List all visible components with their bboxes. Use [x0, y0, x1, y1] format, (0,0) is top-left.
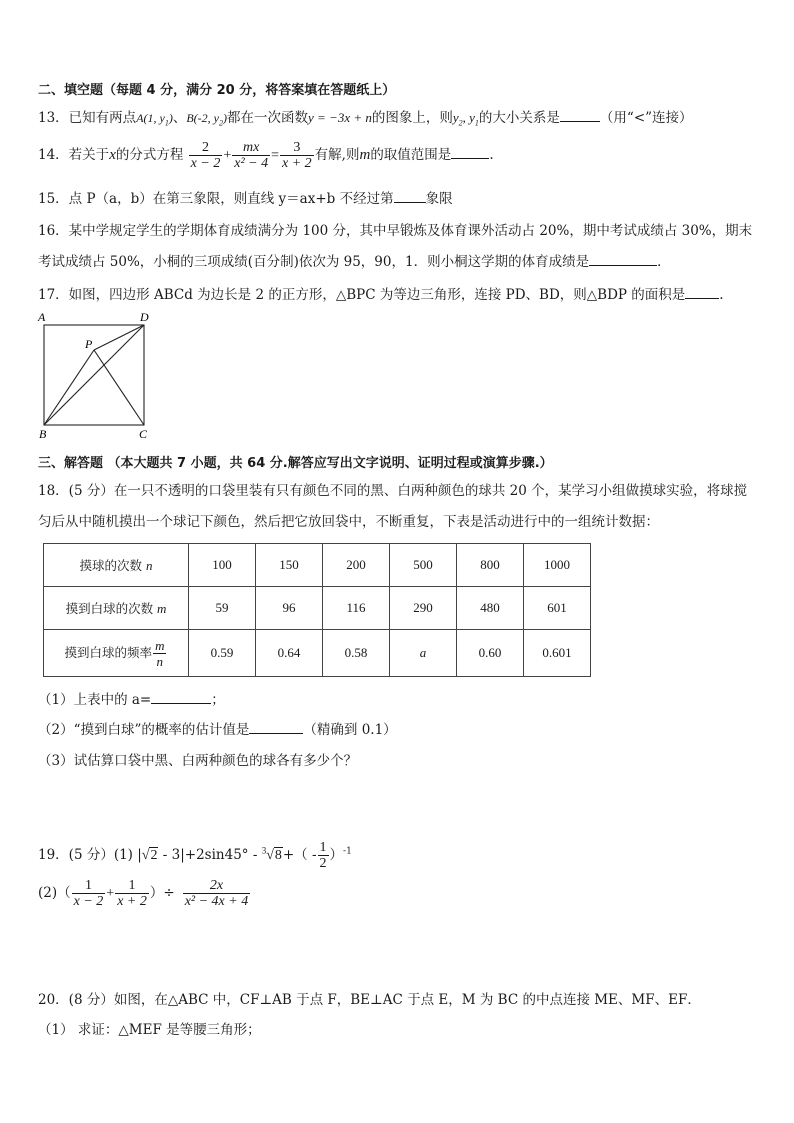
question-18-line-2: 匀后从中随机摸出一个球记下颜色，然后把它放回袋中，不断重复，下表是活动进行中的一组统计数据： — [38, 514, 659, 530]
table-row — [44, 587, 591, 630]
table-cell: 1000 — [524, 544, 591, 587]
question-19-part-2: (2)（ $\frac{1}{x - 2}$ + $\frac{1}{x + 2}$ ）÷ $\frac{2x}{\text{x² − 4x + 4}}$ — [38, 878, 249, 909]
q18-sub-1: （1）上表中的 a= ； — [38, 692, 225, 708]
segment-pd — [94, 325, 144, 350]
table-cell: 290 — [390, 587, 457, 630]
table-cell: 0.601 — [524, 630, 591, 677]
table-cell: 200 — [323, 544, 390, 587]
table-cell: 601 — [524, 587, 591, 630]
q19-half-fraction: $\frac{1}{2}$ — [319, 840, 327, 871]
question-16-line-1: 16．某中学规定学生的学期体育成绩满分为 100 分，其中早锻炼及体育课外活动占 20%，期中考试成绩占 30%，期末 — [38, 223, 753, 239]
q13-point-b: B(-2, $y_2$) — [186, 111, 227, 128]
q13-point-a: A(1, $y_1$) — [136, 111, 173, 128]
q15-end: 象限 — [425, 191, 453, 207]
q14-text2: 有解,则 — [314, 147, 360, 163]
table-header-cell: 摸球的次数 n — [44, 544, 189, 587]
label-p: P — [85, 337, 93, 351]
segment-pc — [94, 350, 144, 425]
question-18-line-1: 18．(5 分）在一只不透明的口袋里装有只有颜色不同的黑、白两种颜色的球共 20 个，某学习小组做摸球实验，将球搅 — [38, 483, 748, 499]
q18-sub-2: （2）“摸到白球”的概率的估计值是 （精确到 0.1） — [38, 722, 397, 738]
q13-mid: 都在一次函数 — [227, 110, 308, 126]
q13-vars: $y_2$, $y_1$ — [452, 110, 479, 128]
question-14: 14．若关于x的分式方程 $\frac{2}{x - 2}$ + $\frac{mx}{\text{x² − 4}}$ = $\frac{3}{x + 2}$ 有解,则m的取值范围是 . — [38, 140, 494, 171]
table-cell: 150 — [256, 544, 323, 587]
question-17: 17．如图，四边形 ABCd 为边长是 2 的正方形，△BPC 为等边三角形，连接 PD、BD，则△BDP 的面积是 . — [38, 287, 724, 303]
q15-answer-blank[interactable] — [394, 190, 426, 203]
sqrt-2: √2 — [141, 848, 158, 863]
table-cell: a — [390, 630, 457, 677]
table-cell: 96 — [256, 587, 323, 630]
q13-prefix: 13．已知有两点 — [38, 110, 137, 126]
q15-text: 15．点 P（a，b）在第三象限，则直线 y＝ax+b 不经过第 — [38, 191, 394, 207]
segment-bp — [44, 350, 94, 425]
table-cell: 100 — [189, 544, 256, 587]
q14-fraction-3: $\frac{3}{x + 2}$ — [282, 140, 312, 171]
q13-function: y = −3x + n — [308, 110, 372, 125]
table-cell: 0.64 — [256, 630, 323, 677]
q18-sub-3: （3）试估算口袋中黑、白两种颜色的球各有多少个？ — [38, 753, 358, 769]
table-row — [44, 630, 591, 677]
label-b: B — [39, 427, 47, 441]
table-cell: 116 — [323, 587, 390, 630]
q13-mid2: 的图象上，则 — [371, 110, 453, 126]
table-cell: 480 — [457, 587, 524, 630]
q13-tail: 的大小关系是 — [478, 110, 560, 126]
question-16-line-2: 考试成绩占 50%，小桐的三项成绩(百分制)依次为 95，90，1．则小桐这学期的体育成绩是 ． — [38, 254, 671, 270]
segment-bd — [44, 325, 144, 425]
q17-answer-blank[interactable] — [685, 286, 719, 299]
table-cell: 500 — [390, 544, 457, 587]
label-c: C — [139, 427, 148, 441]
q18-sub2-blank[interactable] — [249, 721, 303, 734]
table-header-cell: 摸到白球的频率 $\frac{m}{n}$ — [44, 630, 189, 677]
q13-separator: 、 — [172, 110, 187, 126]
q19-exponent: -1 — [343, 846, 352, 857]
q14-text1: 的分式方程 — [115, 147, 184, 163]
table-cell: 59 — [189, 587, 256, 630]
q19-fraction-1: $\frac{1}{x - 2}$ — [73, 878, 104, 909]
square-triangle-figure — [34, 308, 159, 446]
q14-answer-blank[interactable] — [451, 146, 489, 159]
statistics-table — [43, 543, 591, 677]
table-cell: 0.60 — [457, 630, 524, 677]
question-15 — [38, 187, 453, 207]
table-cell: 0.59 — [189, 630, 256, 677]
q18-sub1-blank[interactable] — [151, 691, 211, 704]
table-row — [44, 544, 591, 587]
table-header-cell: 摸到白球的次数 m — [44, 587, 189, 630]
q19-fraction-2: $\frac{1}{x + 2}$ — [117, 878, 147, 909]
label-d: D — [140, 310, 149, 324]
question-20-sub-1: （1） 求证：△MEF 是等腰三角形； — [38, 1022, 261, 1038]
q13-answer-blank[interactable] — [560, 109, 600, 122]
section-2-heading: 二、填空题（每题 4 分，满分 20 分，将答案填在答题纸上） — [38, 83, 396, 98]
section-3-heading: 三、解答题 （本大题共 7 小题，共 64 分.解答应写出文字说明、证明过程或演算步骤.） — [38, 456, 553, 471]
q14-text3: 的取值范围是 — [370, 147, 452, 163]
question-20-line-1: 20．(8 分）如图，在△ABC 中，CF⊥AB 于点 F，BE⊥AC 于点 E，M 为 BC 的中点连接 ME、MF、EF． — [38, 992, 701, 1008]
table-cell: 800 — [457, 544, 524, 587]
q14-fraction-2: $\frac{mx}{\text{x² − 4}}$ — [234, 140, 269, 171]
q14-var-m: m — [359, 147, 371, 163]
q13-end: （用“<”连接） — [599, 110, 693, 126]
table-cell: 0.58 — [323, 630, 390, 677]
q14-prefix: 14．若关于 — [38, 147, 110, 163]
q14-var-x: x — [109, 147, 116, 163]
q14-fraction-1: $\frac{2}{x - 2}$ — [190, 140, 221, 171]
q16-answer-blank[interactable] — [589, 253, 657, 266]
q19-fraction-3: $\frac{2x}{\text{x² − 4x + 4}}$ — [184, 878, 249, 909]
question-13 — [38, 106, 693, 128]
cube-root-8: $^3$√8 — [261, 845, 282, 863]
label-a: A — [38, 310, 46, 324]
question-19-part-1: 19．(5 分）(1) |√2 - 3|+2sin45° - $^3$√8+（ - $\frac{1}{2}$ ）$^{-1}$ — [38, 840, 352, 871]
